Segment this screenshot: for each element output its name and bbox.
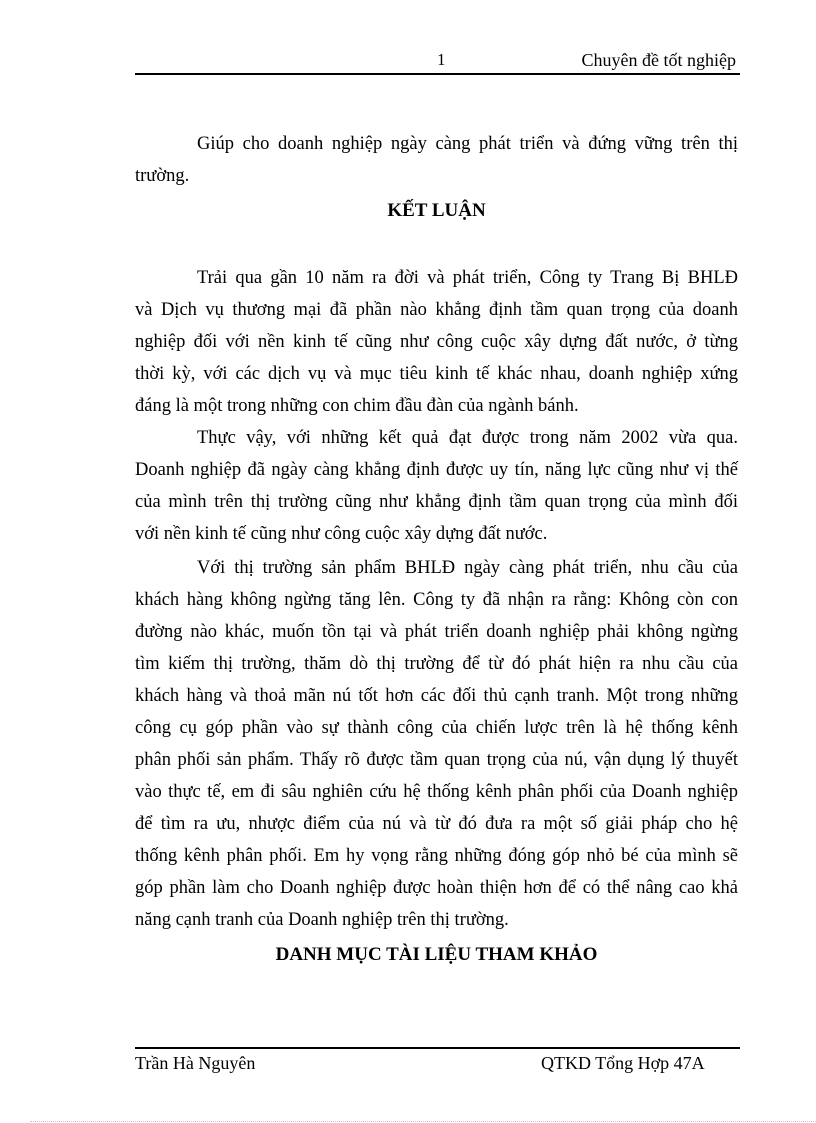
footer-class: QTKD Tổng Hợp 47A: [541, 1053, 705, 1073]
body-line: để tìm ra ưu, nhược điểm của nú và từ đó đưa ra một số giải pháp cho hệ: [135, 814, 738, 834]
body-line: và Dịch vụ thương mại đã phần nào khẳng định tầm quan trọng của doanh: [135, 300, 738, 320]
intro-line: trường.: [135, 166, 190, 186]
body-line: Doanh nghiệp đã ngày càng khẳng định được uy tín, năng lực cũng như vị thế: [135, 460, 738, 480]
header-rule: [135, 73, 740, 75]
body-line: đáng là một trong những con chim đầu đàn của ngành bánh.: [135, 396, 579, 416]
body-line: Với thị trường sản phẩm BHLĐ ngày càng phát triển, nhu cầu của: [197, 558, 738, 578]
body-line: vào thực tế, em đi sâu nghiên cứu hệ thống kênh phân phối của Doanh nghiệp: [135, 782, 738, 802]
intro-line: Giúp cho doanh nghiệp ngày càng phát triển và đứng vững trên thị: [197, 134, 738, 154]
conclusion-heading: KẾT LUẬN: [387, 200, 486, 221]
body-line: khách hàng và thoả mãn nú tốt hơn các đối thủ cạnh tranh. Một trong những: [135, 686, 738, 706]
references-heading: DANH MỤC TÀI LIỆU THAM KHẢO: [275, 944, 598, 965]
footer-author: Trần Hà Nguyên: [135, 1053, 256, 1073]
header-title: Chuyên đề tốt nghiệp: [581, 50, 736, 70]
body-line: Thực vậy, với những kết quả đạt được trong năm 2002 vừa qua.: [197, 428, 738, 448]
body-line: thống kênh phân phối. Em hy vọng rằng những đóng góp nhỏ bé của mình sẽ: [135, 846, 738, 866]
body-line: đường nào khác, muốn tồn tại và phát triển doanh nghiệp phải không ngừng: [135, 622, 738, 642]
page-number: 1: [437, 50, 446, 69]
footer-rule: [135, 1047, 740, 1049]
page-bottom-divider: [30, 1121, 816, 1122]
body-line: góp phần làm cho Doanh nghiệp được hoàn thiện hơn để có thể nâng cao khả: [135, 878, 738, 898]
body-line: tìm kiếm thị trường, thăm dò thị trường để từ đó phát hiện ra nhu cầu của: [135, 654, 738, 674]
page-header: [135, 48, 740, 72]
body-line: năng cạnh tranh của Doanh nghiệp trên thị trường.: [135, 910, 509, 930]
body-line: công cụ góp phần vào sự thành công của chiến lược trên là hệ thống kênh: [135, 718, 738, 738]
body-line: khách hàng không ngừng tăng lên. Công ty đã nhận ra rằng: Không còn con: [135, 590, 738, 610]
body-line: phân phối sản phẩm. Thấy rõ được tầm quan trọng của nú, vận dụng lý thuyết: [135, 750, 738, 770]
body-line: thời kỳ, với các dịch vụ và mục tiêu kinh tế khác nhau, doanh nghiệp xứng: [135, 364, 738, 384]
body-line: Trải qua gần 10 năm ra đời và phát triển, Công ty Trang Bị BHLĐ: [197, 268, 738, 288]
body-line: của mình trên thị trường cũng như khẳng định tầm quan trọng của mình đối: [135, 492, 738, 512]
body-line: nghiệp đối với nền kinh tế cũng như công cuộc xây dựng đất nước, ở từng: [135, 332, 738, 352]
body-line: với nền kinh tế cũng như công cuộc xây dựng đất nước.: [135, 524, 548, 544]
